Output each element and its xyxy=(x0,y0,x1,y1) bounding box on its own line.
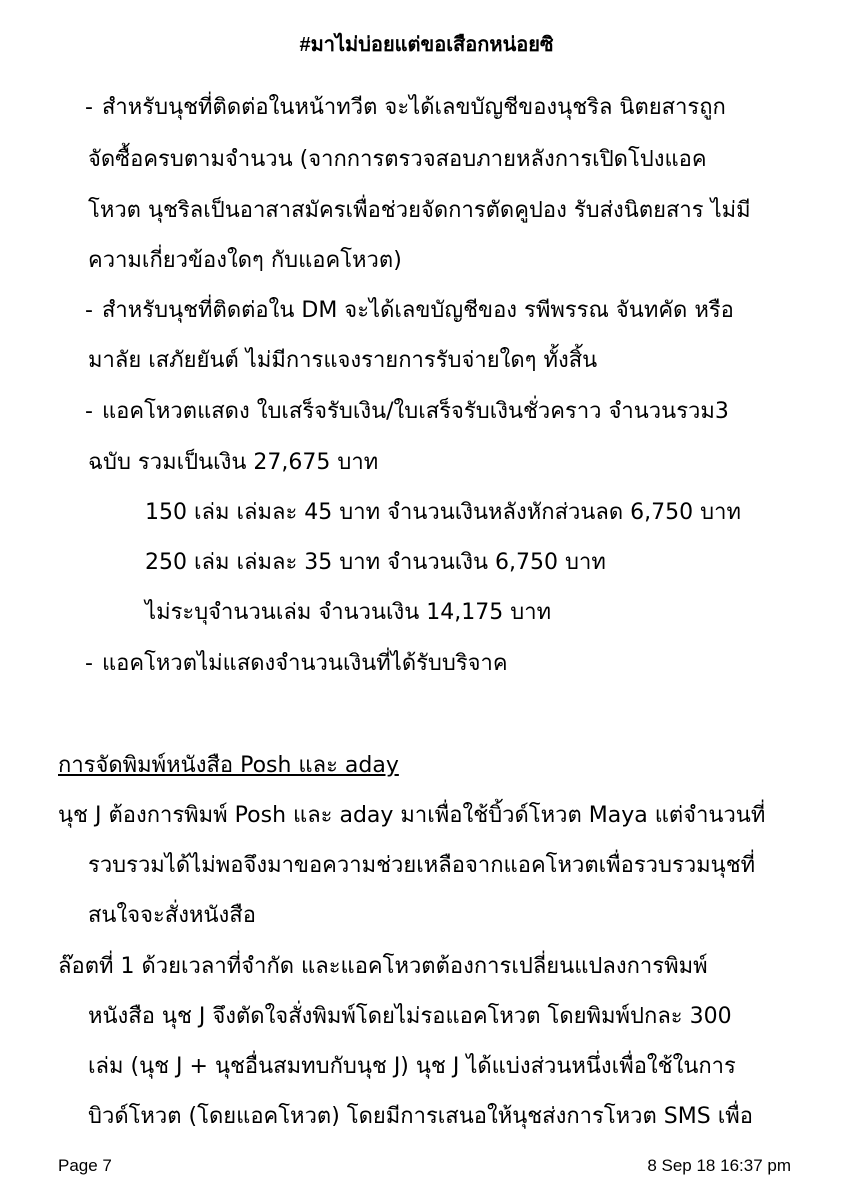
bullet-2-line-1: สำหรับนุชที่ติดต่อใน DM จะได้เลขบัญชีของ รพีพรรณ จันทคัด หรือ xyxy=(102,298,734,323)
bullet-3-sub-1: 150 เล่ม เล่มละ 45 บาท จำนวนเงินหลังหักส่วนลด 6,750 บาท xyxy=(145,500,741,525)
bullet-3-line-2: ฉบับ รวมเป็นเงิน 27,675 บาท xyxy=(88,450,379,475)
paragraph-1-line-1: นุช J ต้องการพิมพ์ Posh และ aday มาเพื่อใช้บิ้วด์โหวต Maya แต่จำนวนที่ xyxy=(58,803,766,828)
footer-datetime: 8 Sep 18 16:37 pm xyxy=(647,1156,791,1175)
paragraph-2-line-4: บิวด์โหวต (โดยแอคโหวต) โดยมีการเสนอให้นุชส่งการโหวต SMS เพื่อ xyxy=(88,1104,753,1129)
bullet-marker: - xyxy=(85,399,93,424)
document-header: #มาไม่บ่อยแต่ขอเสือกหน่อยซิ xyxy=(299,34,554,56)
bullet-1-line-4: ความเกี่ยวข้องใดๆ กับแอคโหวต) xyxy=(88,248,402,273)
paragraph-1-line-2: รวบรวมได้ไม่พอจึงมาขอความช่วยเหลือจากแอคโหวตเพื่อรวบรวมนุชที่ xyxy=(88,853,756,878)
page-number: Page 7 xyxy=(58,1156,112,1175)
bullet-marker: - xyxy=(85,298,93,323)
paragraph-2-line-3: เล่ม (นุช J + นุชอื่นสมทบกับนุช J) นุช J ได้แบ่งส่วนหนึ่งเพื่อใช้ในการ xyxy=(88,1054,736,1079)
bullet-3-sub-3: ไม่ระบุจำนวนเล่ม จำนวนเงิน 14,175 บาท xyxy=(145,600,552,625)
bullet-1-line-1: สำหรับนุชที่ติดต่อในหน้าทวีต จะได้เลขบัญชีของนุชริล นิตยสารถูก xyxy=(102,95,726,120)
bullet-2-line-2: มาลัย เสภัยยันต์ ไม่มีการแจงรายการรับจ่ายใดๆ ทั้งสิ้น xyxy=(88,348,598,373)
bullet-1-line-2: จัดซื้อครบตามจำนวน (จากการตรวจสอบภายหลังการเปิดโปงแอค xyxy=(88,147,707,172)
bullet-marker: - xyxy=(85,651,93,676)
bullet-3-sub-2: 250 เล่ม เล่มละ 35 บาท จำนวนเงิน 6,750 บาท xyxy=(145,550,606,575)
section-title: การจัดพิมพ์หนังสือ Posh และ aday xyxy=(58,753,399,778)
bullet-marker: - xyxy=(85,95,93,120)
bullet-1-line-3: โหวต นุชริลเป็นอาสาสมัครเพื่อช่วยจัดการตัดคูปอง รับส่งนิตยสาร ไม่มี xyxy=(88,198,751,223)
bullet-4-line-1: แอคโหวตไม่แสดงจำนวนเงินที่ได้รับบริจาค xyxy=(102,651,508,676)
paragraph-2-line-1: ล๊อตที่ 1 ด้วยเวลาที่จำกัด และแอคโหวตต้องการเปลี่ยนแปลงการพิมพ์ xyxy=(58,954,708,979)
paragraph-1-line-3: สนใจจะสั่งหนังสือ xyxy=(88,903,256,928)
bullet-3-line-1: แอคโหวตแสดง ใบเสร็จรับเงิน/ใบเสร็จรับเงินชั่วคราว จำนวนรวม3 xyxy=(102,399,729,424)
paragraph-2-line-2: หนังสือ นุช J จึงตัดใจสั่งพิมพ์โดยไม่รอแอคโหวต โดยพิมพ์ปกละ 300 xyxy=(88,1004,732,1029)
